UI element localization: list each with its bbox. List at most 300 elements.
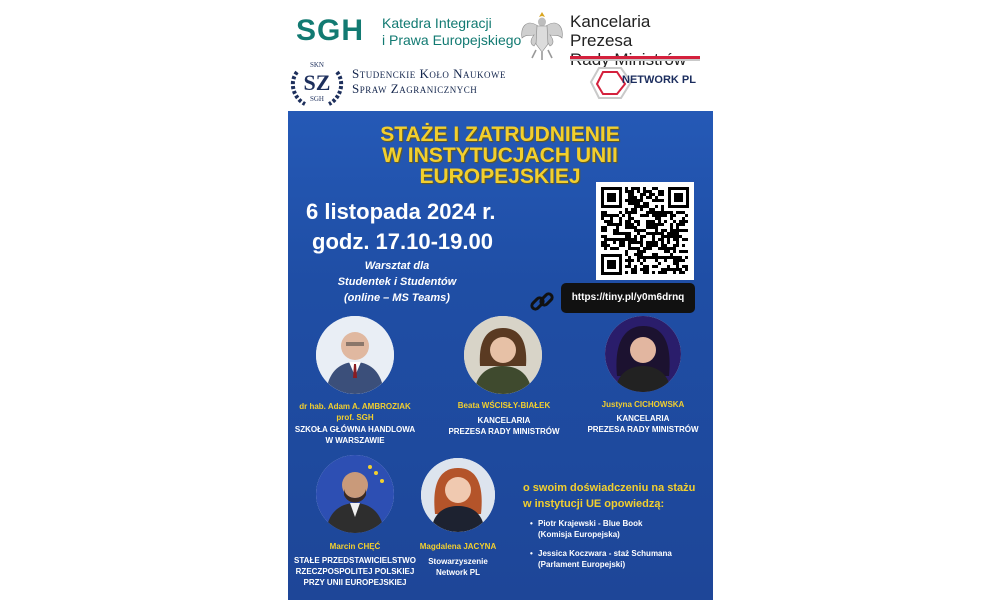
qr-module [649,193,652,196]
qr-module [637,253,640,256]
qr-module [631,217,634,220]
qr-module [676,235,679,238]
qr-module [628,211,631,214]
qr-module [640,229,643,232]
qr-module [634,226,637,229]
qr-module [601,241,604,244]
qr-module [679,220,682,223]
speaker-institution-line2: PREZESA RADY MINISTRÓW [448,427,560,436]
qr-module [649,247,652,250]
qr-module [649,244,652,247]
qr-module [682,220,685,223]
speaker-name-ambroziak [292,401,418,423]
qr-module [631,223,634,226]
qr-module [661,256,664,259]
qr-module [646,226,649,229]
qr-module [628,259,631,262]
qr-module [652,211,655,214]
qr-module [679,259,682,262]
qr-module [664,229,667,232]
qr-module [679,223,682,226]
registration-link[interactable]: https://tiny.pl/y0m6drnq [561,283,695,313]
qr-module [670,232,673,235]
qr-module [661,208,664,211]
qr-module [625,235,628,238]
qr-module [634,271,637,274]
qr-module [658,193,661,196]
speaker-name-cichowska [584,399,702,410]
qr-module [649,241,652,244]
qr-module [652,265,655,268]
testimonial-line1: Jessica Koczwara - staż Schumana [538,549,672,558]
speaker-name-line2: prof. SGH [336,413,374,422]
qr-module [625,253,628,256]
qr-module [664,235,667,238]
qr-module [628,247,631,250]
speaker-institution-wscisly-bialek [446,415,562,437]
qr-module [628,226,631,229]
qr-module [640,193,643,196]
qr-module [676,256,679,259]
qr-module [637,232,640,235]
speaker-institution-line1: STAŁE PRZEDSTAWICIELSTWO [294,556,416,565]
qr-module [655,256,658,259]
qr-module [658,256,661,259]
qr-module [682,265,685,268]
qr-module [667,265,670,268]
speaker-institution-line1: KANCELARIA [477,416,531,425]
qr-module [649,232,652,235]
event-date: 6 listopada 2024 r. [306,199,496,224]
qr-module [676,244,679,247]
qr-module [646,220,649,223]
testimonial-line2: (Parlament Europejski) [538,560,626,569]
qr-module [631,259,634,262]
qr-module [625,265,628,268]
qr-module [670,256,673,259]
qr-module [643,259,646,262]
qr-module [652,199,655,202]
qr-module [637,202,640,205]
qr-module [634,268,637,271]
qr-module [673,268,676,271]
speaker-institution-line2: Network PL [435,568,480,577]
speaker-name-wscisly-bialek [446,400,562,411]
qr-module [661,205,664,208]
qr-module [604,229,607,232]
qr-module [640,208,643,211]
qr-module [658,211,661,214]
qr-module [625,211,628,214]
qr-code[interactable] [596,182,694,280]
qr-finder-bl [601,254,622,275]
qr-module [682,244,685,247]
qr-module [646,190,649,193]
qr-module [607,223,610,226]
qr-module [634,211,637,214]
qr-module [604,238,607,241]
qr-module [625,208,628,211]
skn-badge-bottom: SGH [309,95,325,103]
speaker-photo-cichowska [605,316,681,392]
qr-module [607,238,610,241]
qr-module [628,256,631,259]
qr-module [619,220,622,223]
qr-module [625,223,628,226]
qr-module [622,244,625,247]
qr-module [658,199,661,202]
testimonials-heading-line2: w instytucji UE opowiedzą: [523,498,665,510]
qr-module [658,190,661,193]
qr-module [643,268,646,271]
qr-module [655,226,658,229]
qr-module [613,241,616,244]
qr-module [667,211,670,214]
qr-module [616,238,619,241]
testimonial-line1: Piotr Krajewski - Blue Book [538,519,643,528]
qr-module [664,256,667,259]
qr-module [634,196,637,199]
qr-module [619,241,622,244]
qr-module [682,211,685,214]
qr-module [640,241,643,244]
qr-module [637,259,640,262]
qr-module [631,211,634,214]
qr-module [658,223,661,226]
qr-module [667,235,670,238]
qr-module [631,271,634,274]
qr-module [637,223,640,226]
qr-module [682,259,685,262]
qr-module [661,223,664,226]
qr-module [655,265,658,268]
qr-module [661,268,664,271]
qr-module [649,256,652,259]
qr-module [628,235,631,238]
qr-module [658,217,661,220]
qr-module [679,229,682,232]
speaker-institution-line2: PREZESA RADY MINISTRÓW [587,425,699,434]
qr-module [625,271,628,274]
qr-module [628,241,631,244]
qr-module [652,256,655,259]
qr-module [643,265,646,268]
qr-module [655,205,658,208]
qr-module [622,238,625,241]
qr-module [646,268,649,271]
qr-module [607,220,610,223]
speaker-name-chec [296,541,414,552]
qr-module [634,220,637,223]
qr-module [649,223,652,226]
qr-module [628,196,631,199]
qr-module [604,235,607,238]
qr-module [619,238,622,241]
qr-module [655,223,658,226]
qr-module [658,271,661,274]
qr-module [616,226,619,229]
qr-module [634,229,637,232]
qr-module [640,238,643,241]
qr-module [667,247,670,250]
qr-module [640,244,643,247]
qr-module [610,220,613,223]
qr-module [634,265,637,268]
skn-badge-mid: SZ [303,70,331,95]
qr-module [667,232,670,235]
speaker-photo-wscisly-bialek [464,316,542,394]
qr-module [652,223,655,226]
qr-module [673,250,676,253]
speaker-institution-line1: KANCELARIA [616,414,670,423]
qr-module [625,226,628,229]
qr-module [655,244,658,247]
speaker-institution-line3: PRZY UNII EUROPEJSKIEJ [303,578,407,587]
qr-module [610,238,613,241]
qr-module [658,262,661,265]
qr-module [631,199,634,202]
qr-module [646,265,649,268]
qr-module [682,250,685,253]
qr-module [640,235,643,238]
skn-line1: Studenckie Koło Naukowe [352,66,506,81]
qr-module [601,235,604,238]
qr-module [628,190,631,193]
qr-module [613,214,616,217]
qr-module [676,232,679,235]
qr-module [667,256,670,259]
qr-module [601,226,604,229]
qr-module [628,244,631,247]
testimonial-item [530,548,698,570]
qr-module [676,226,679,229]
qr-module [655,229,658,232]
qr-module [676,268,679,271]
qr-module [613,229,616,232]
qr-module [631,196,634,199]
qr-module [676,262,679,265]
network-pl-text: NETWORK PL [622,74,696,86]
qr-module [637,250,640,253]
qr-module [634,241,637,244]
qr-module [643,256,646,259]
qr-module [631,208,634,211]
qr-module [652,235,655,238]
qr-module [637,229,640,232]
qr-module [625,220,628,223]
qr-module [631,190,634,193]
qr-module [628,220,631,223]
skn-sz-badge [289,58,345,108]
qr-module [634,235,637,238]
workshop-line1: Warsztat dla [364,260,430,272]
qr-module [634,187,637,190]
qr-module [673,232,676,235]
qr-module [679,268,682,271]
qr-module [670,223,673,226]
qr-module [664,220,667,223]
qr-module [685,268,688,271]
qr-module [652,253,655,256]
qr-module [616,232,619,235]
qr-module [673,244,676,247]
qr-module [640,196,643,199]
qr-module [628,199,631,202]
qr-module [634,238,637,241]
qr-module [652,193,655,196]
sgh-department-name [382,15,522,49]
qr-module [670,247,673,250]
qr-module [649,226,652,229]
speaker-institution-ambroziak [292,424,418,446]
qr-module [646,223,649,226]
qr-module [670,214,673,217]
qr-module [655,196,658,199]
qr-module [661,241,664,244]
qr-module [604,220,607,223]
qr-module [628,217,631,220]
qr-module [682,223,685,226]
polish-eagle-icon [518,8,566,62]
qr-module [610,247,613,250]
qr-module [643,235,646,238]
qr-module [673,238,676,241]
qr-module [631,193,634,196]
workshop-line3: (online – MS Teams) [344,292,450,304]
qr-module [628,265,631,268]
qr-module [604,214,607,217]
qr-module [661,211,664,214]
qr-module [685,238,688,241]
qr-module [649,190,652,193]
qr-module [640,268,643,271]
qr-module [655,232,658,235]
qr-module [652,208,655,211]
qr-module [619,244,622,247]
speaker-institution-chec [290,555,420,588]
qr-module [670,235,673,238]
qr-module [652,271,655,274]
qr-module [637,241,640,244]
qr-module [661,229,664,232]
event-title [318,124,682,187]
qr-module [640,262,643,265]
qr-module [628,193,631,196]
testimonial-item [530,518,698,540]
qr-module [655,187,658,190]
qr-module [625,187,628,190]
qr-module [673,256,676,259]
qr-module [652,241,655,244]
speaker-name-line1: Magdalena JACYNA [419,542,497,551]
qr-module [604,247,607,250]
skn-line2: Spraw Zagranicznych [352,81,478,96]
qr-module [610,214,613,217]
qr-module [625,259,628,262]
qr-module [655,199,658,202]
qr-module [616,214,619,217]
qr-module [667,241,670,244]
qr-module [634,205,637,208]
qr-module [661,238,664,241]
qr-module [664,247,667,250]
qr-module [649,220,652,223]
qr-module [685,250,688,253]
speaker-institution-cichowska [584,413,702,435]
qr-module [664,211,667,214]
qr-module [646,211,649,214]
qr-module [664,259,667,262]
qr-module [601,244,604,247]
qr-module [652,238,655,241]
qr-module [670,217,673,220]
qr-module [682,229,685,232]
qr-module [643,202,646,205]
qr-module [673,220,676,223]
qr-module [631,202,634,205]
qr-module [652,214,655,217]
qr-module [643,205,646,208]
qr-module [637,205,640,208]
qr-module [640,214,643,217]
qr-module [646,241,649,244]
qr-finder-tl [601,187,622,208]
qr-module [628,202,631,205]
qr-module [610,217,613,220]
skn-badge-top: SKN [309,61,325,69]
qr-module [601,211,604,214]
qr-module [664,268,667,271]
qr-module [664,214,667,217]
qr-module [616,229,619,232]
qr-module [622,232,625,235]
workshop-line2: Studentek i Studentów [337,276,457,288]
qr-module [679,211,682,214]
qr-module [661,214,664,217]
qr-module [664,271,667,274]
qr-module [607,244,610,247]
qr-module [646,232,649,235]
qr-module [619,232,622,235]
qr-module [679,256,682,259]
qr-module [655,241,658,244]
speaker-name-line1: Beata WŚCISŁY-BIAŁEK [457,401,551,410]
qr-module [637,256,640,259]
qr-finder-tr [668,187,689,208]
qr-module [655,211,658,214]
speaker-name-line1: Marcin CHĘĆ [329,542,381,551]
qr-module [625,190,628,193]
qr-module [604,241,607,244]
qr-module [661,247,664,250]
qr-module [658,220,661,223]
qr-module [649,208,652,211]
qr-module [646,271,649,274]
event-title-line2: W INSTYTUCJACH UNII [382,144,618,167]
event-title-line3: EUROPEJSKIEJ [419,165,581,188]
qr-module [637,187,640,190]
qr-module [637,220,640,223]
qr-module [676,238,679,241]
qr-module [673,214,676,217]
speaker-institution-jacyna [410,556,506,578]
qr-module [628,214,631,217]
kprm-line1: Kancelaria Prezesa [570,12,651,50]
qr-module [652,226,655,229]
qr-module [685,256,688,259]
qr-module [682,271,685,274]
qr-module [685,229,688,232]
